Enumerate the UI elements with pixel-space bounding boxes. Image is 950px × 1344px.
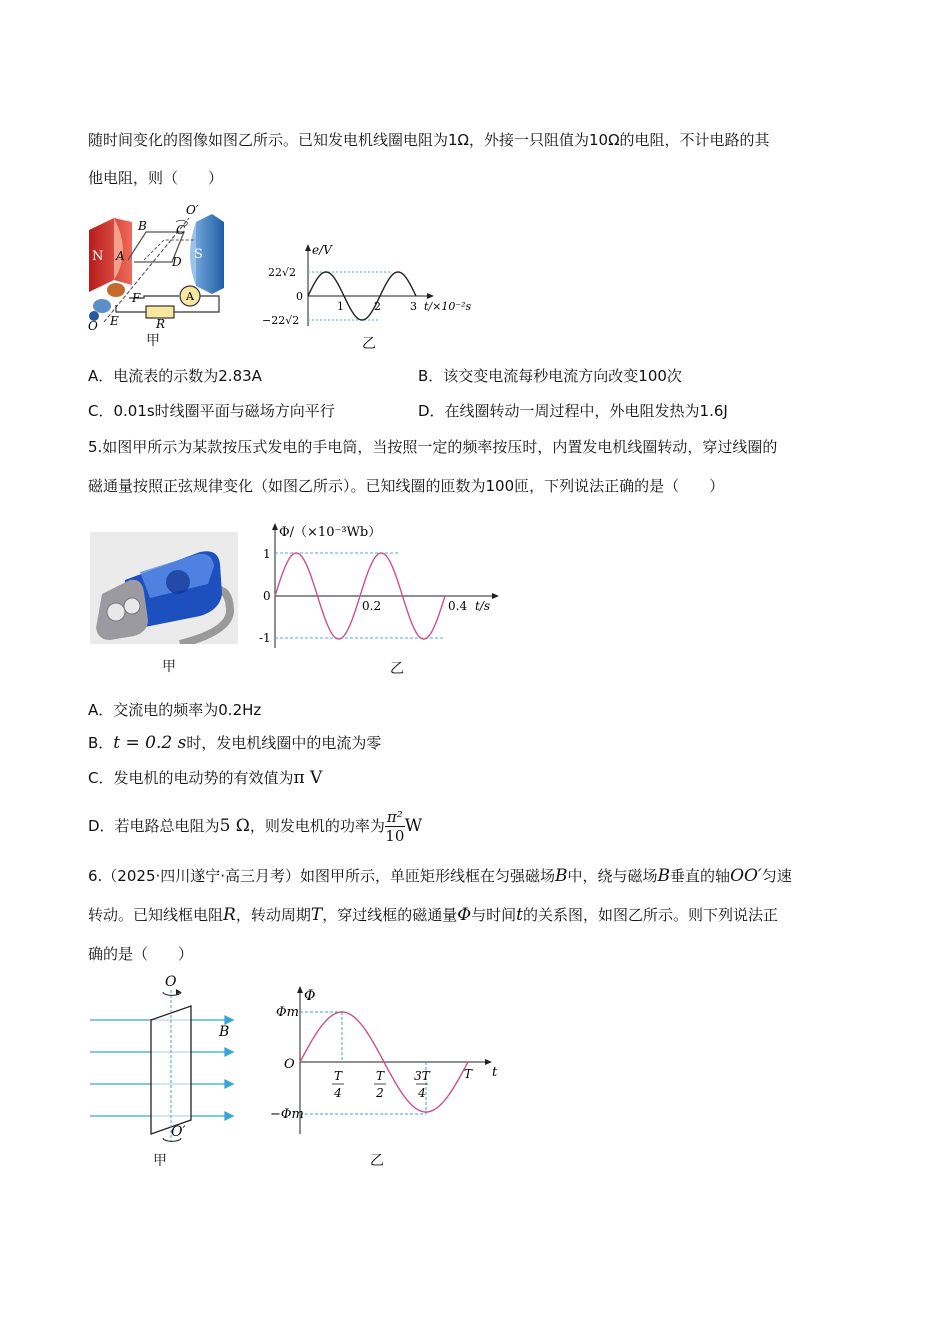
q6-flux-chart (270, 982, 500, 1142)
label-F: F (132, 291, 141, 305)
q5-option-d-resistance: 5 Ω (219, 816, 250, 836)
q6-stem-line3: 确的是（ ） (88, 945, 194, 963)
y-axis-label: Φ/（×10⁻³Wb） (279, 525, 382, 540)
x-axis-label: t (492, 1065, 498, 1080)
label-S: S (194, 247, 203, 262)
label-O: O (88, 319, 98, 333)
ammeter-label: A (186, 290, 194, 303)
fraction-denominator: 10 (385, 827, 405, 845)
q4-emf-chart (260, 240, 490, 330)
q5-stem-line2: 磁通量按照正弦规律变化（如图乙所示）。已知线圈的匝数为100匝，下列说法正确的是（ ） (88, 477, 725, 495)
q4-option-b: B．该交变电流每秒电流方向改变100次 (418, 367, 682, 385)
x-tick-3: 3 (410, 300, 417, 313)
q6-text: 匀速 (761, 867, 792, 885)
y-tick-bottom: −Φm (270, 1107, 304, 1122)
x-tick-numerator: T (375, 1069, 385, 1083)
label-R: R (156, 317, 166, 331)
x-tick-denominator: 4 (418, 1086, 426, 1100)
x-axis-label: t/×10⁻²s (424, 300, 472, 313)
q4-stem-line1: 随时间变化的图像如图乙所示。已知发电机线圈电阻为1Ω，外接一只阻值为10Ω的电阻，不计电路的其 (88, 131, 770, 149)
q4-fig-jia-caption: 甲 (146, 333, 160, 349)
q5-option-c (88, 768, 322, 788)
y-axis-label: e/V (312, 243, 332, 257)
q5-option-c-math: π V (293, 768, 323, 788)
q6-text: 中，绕与磁场 (567, 867, 658, 885)
q5-option-d (88, 802, 422, 850)
q5-option-c-prefix: C．发电机的电动势的有效值为 (88, 769, 294, 787)
q5-flux-chart (255, 520, 505, 650)
q6-text: ，穿过线框的磁通量 (322, 906, 458, 924)
label-B: B (138, 219, 147, 233)
label-N: N (92, 249, 104, 264)
label-O-prime: O′ (186, 203, 199, 217)
y-tick-top: 22√2 (268, 266, 297, 279)
x-tick-1: 1 (337, 300, 344, 313)
label-C: C (176, 223, 186, 237)
q6-stem-line2 (88, 905, 778, 925)
q6-symbol-T: T (310, 905, 323, 925)
label-B: B (219, 1024, 230, 1040)
q4-generator-figure (84, 200, 234, 350)
y-tick-bottom: -1 (259, 631, 271, 645)
q5-option-b-math: t = 0.2 s (113, 733, 187, 753)
q6-text: 与时间 (471, 906, 517, 924)
y-tick-zero: O (284, 1057, 295, 1072)
x-tick-label: T (464, 1067, 473, 1081)
q5-option-d-mid: ，则发电机的功率为 (249, 817, 385, 835)
q5-option-b-prefix: B． (88, 734, 114, 752)
x-tick-denominator: 4 (334, 1086, 342, 1100)
q5-option-d-unit: W (404, 816, 423, 836)
y-tick-top: 1 (263, 547, 271, 561)
q5-fig-yi-caption: 乙 (390, 661, 404, 677)
q5-option-a: A．交流电的频率为0.2Hz (88, 701, 262, 719)
label-D: D (172, 255, 182, 269)
q6-text: 的关系图，如图乙所示。则下列说法正 (523, 906, 779, 924)
label-A: A (116, 249, 125, 263)
q5-option-b (88, 733, 381, 753)
q5-option-b-suffix: 时，发电机线圈中的电流为零 (186, 734, 382, 752)
q4-option-c: C．0.01s时线圈平面与磁场方向平行 (88, 402, 335, 420)
q4-stem-line2: 他电阻，则（ ） (88, 169, 224, 187)
q6-text: ，转动周期 (235, 906, 311, 924)
q6-symbol-Phi: Φ (457, 905, 472, 925)
x-tick-2: 2 (374, 300, 381, 313)
q4-fig-yi-caption: 乙 (362, 336, 376, 352)
q5-stem-line1: 5.如图甲所示为某款按压式发电的手电筒，当按照一定的频率按压时，内置发电机线圈转动，穿过线圈的 (88, 438, 778, 456)
y-tick-top: Φm (276, 1005, 299, 1020)
label-O-prime: O′ (171, 1124, 186, 1140)
q6-symbol-B: B (555, 866, 568, 886)
label-E: E (110, 314, 119, 328)
q4-option-a: A．电流表的示数为2.83A (88, 367, 262, 385)
x-axis-label: t/s (475, 599, 491, 613)
q6-symbol-OO: OO′ (730, 866, 762, 886)
q6-symbol-R: R (223, 905, 236, 925)
q6-symbol-t: t (516, 905, 523, 925)
q5-fig-jia-caption: 甲 (162, 659, 176, 675)
x-tick-0.4: 0.4 (448, 599, 468, 613)
q4-option-d: D．在线圈转动一周过程中，外电阻发热为1.6J (418, 402, 728, 420)
q6-text: 垂直的轴 (670, 867, 731, 885)
x-tick-numerator: 3T (414, 1069, 430, 1083)
q5-option-d-prefix: D．若电路总电阻为 (88, 817, 220, 835)
x-tick-denominator: 2 (376, 1086, 384, 1100)
q5-option-d-fraction (385, 808, 405, 845)
q6-fig-jia-caption: 甲 (153, 1153, 167, 1169)
q6-text: 6.（2025·四川遂宁·高三月考）如图甲所示，单匝矩形线框在匀强磁场 (88, 867, 556, 885)
y-tick-bottom: −22√2 (262, 314, 300, 327)
q6-fig-yi-caption: 乙 (370, 1153, 384, 1169)
y-tick-zero: 0 (263, 589, 271, 603)
flashlight-photo (90, 532, 238, 644)
q6-stem-line1 (88, 866, 792, 886)
y-tick-zero: 0 (296, 290, 303, 303)
label-O: O (165, 974, 177, 990)
x-tick-numerator: T (333, 1069, 343, 1083)
q6-text: 转动。已知线框电阻 (88, 906, 224, 924)
q6-symbol-B: B (657, 866, 671, 886)
y-axis-label: Φ (304, 988, 316, 1004)
x-tick-0.2: 0.2 (362, 599, 382, 613)
fraction-numerator: π² (386, 808, 403, 826)
q6-loop-figure (85, 970, 245, 1150)
